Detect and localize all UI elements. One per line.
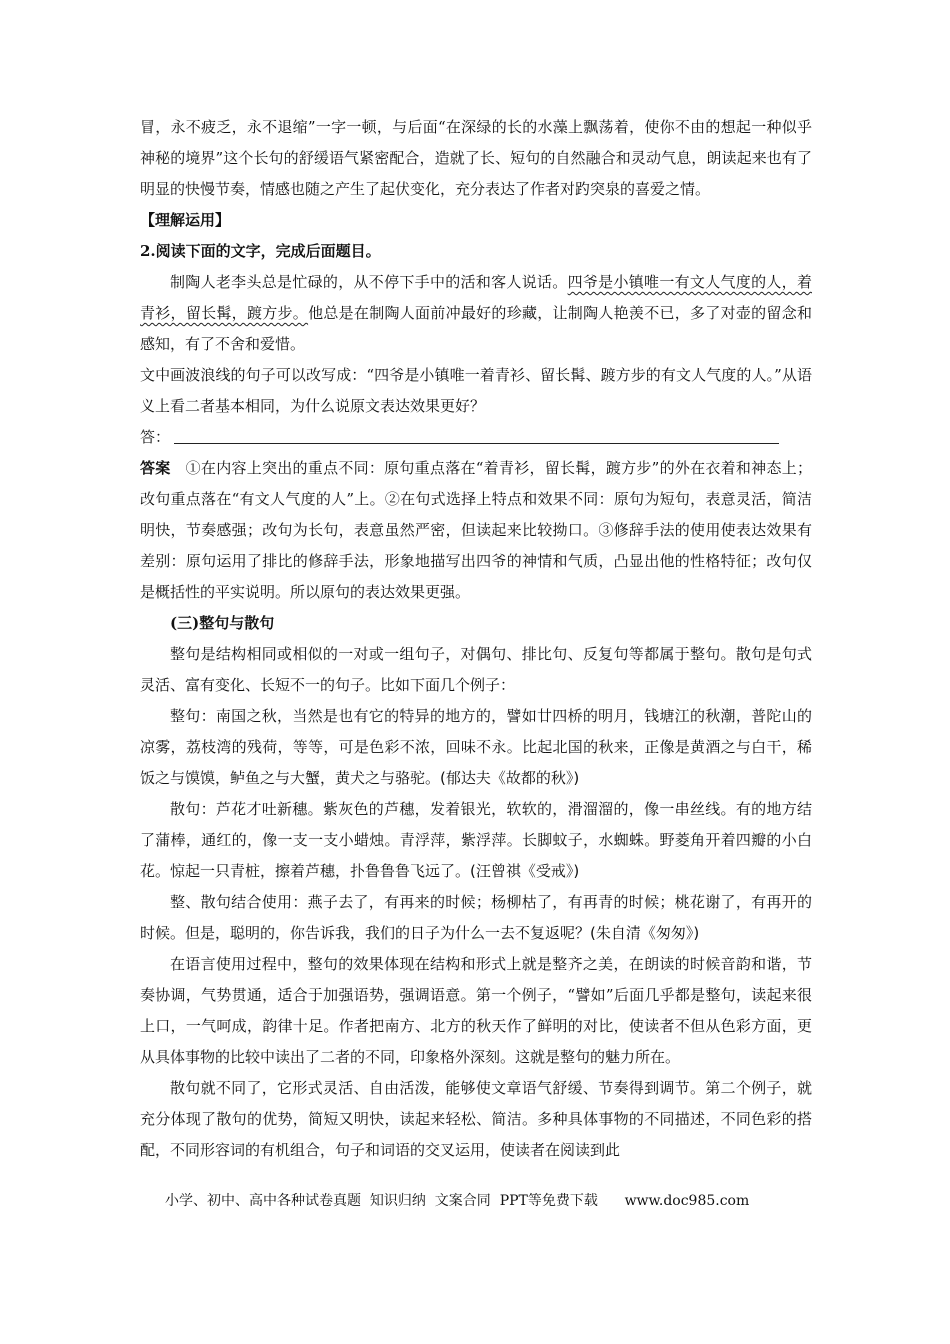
question-prompt: 2.阅读下面的文字，完成后面题目。 [140, 242, 381, 260]
example-parallel: 整句：南国之秋，当然是也有它的特异的地方的，譬如廿四桥的明月，钱塘江的秋潮，普陀山的凉雾，荔枝湾的残荷，等等，可是色彩不浓，回味不永。比起北国的秋来，正像是黄酒之与白干，稀饭之与馍馍，鲈鱼之与大蟹，黄犬之与骆驼。(郁达夫《故都的秋》) [140, 707, 812, 787]
answer-key [140, 453, 812, 608]
answer-row [140, 422, 812, 453]
passage-wavy-sentence: 四爷是小镇唯一有文人气度的人，着青衫，留长髯，踱方步。 [140, 273, 812, 322]
analysis-paragraph-1: 在语言使用过程中，整句的效果体现在结构和形式上就是整齐之美，在朗读的时候音韵和谐，节奏协调，气势贯通，适合于加强语势，强调语意。第一个例子，“譬如”后面几乎都是整句，读起来很上口，一气呵成，韵律十足。作者把南方、北方的秋天作了鲜明的对比，使读者不但从色彩方面，更从具体事物的比较中读出了二者的不同，印象格外深刻。这就是整句的魅力所在。 [140, 955, 812, 1066]
analysis-paragraph-2: 散句就不同了，它形式灵活、自由活泼，能够使文章语气舒缓、节奏得到调节。第二个例子，就充分体现了散句的优势，简短又明快，读起来轻松、简洁。多种具体事物的不同描述，不同色彩的搭配，不同形容词的有机组合，句子和词语的交叉运用，使读者在阅读到此 [140, 1079, 812, 1159]
answer-blank-line[interactable] [174, 433, 779, 444]
passage-after: 他总是在制陶人面前冲最好的珍藏，让制陶人艳羡不已，多了对壶的留念和感知，有了不舍和爱惜。 [140, 304, 812, 353]
page-footer: 小学、初中、高中各种试卷真题 知识归纳 文案合同 PPT等免费下载 www.doc985.com [165, 1193, 750, 1209]
answer-key-text: ①在内容上突出的重点不同：原句重点落在“着青衫，留长髯，踱方步”的外在衣着和神态上；改句重点落在“有文人气度的人”上。②在句式选择上特点和效果不同：原句为短句，表意灵活，简洁明快，节奏感强；改句为长句，表意虽然严密，但读起来比较拗口。③修辞手法的使用使表达效果有差别：原句运用了排比的修辞手法，形象地描写出四爷的神情和气质，凸显出他的性格特征；改句仅是概括性的平实说明。所以原句的表达效果更强。 [140, 459, 812, 601]
intro-paragraph: 冒，永不疲乏，永不退缩”一字一顿，与后面“在深绿的长的水藻上飘荡着，使你不由的想起一种似乎神秘的境界”这个长句的舒缓语气紧密配合，造就了长、短句的自然融合和灵动气息，朗读起来也有了明显的快慢节奏，情感也随之产生了起伏变化，充分表达了作者对趵突泉的喜爱之情。 [140, 118, 812, 198]
rewrite-prompt: 文中画波浪线的句子可以改写成：“四爷是小镇唯一着青衫、留长髯、踱方步的有文人气度的人。”从语义上看二者基本相同，为什么说原文表达效果更好？ [140, 366, 812, 415]
passage-before: 制陶人老李头总是忙碌的，从不停下手中的活和客人说话。 [170, 273, 568, 291]
answer-key-label: 答案 [140, 459, 171, 477]
example-combined: 整、散句结合使用：燕子去了，有再来的时候；杨柳枯了，有再青的时候；桃花谢了，有再开的时候。但是，聪明的，你告诉我，我们的日子为什么一去不复返呢？(朱自清《匆匆》) [140, 893, 812, 942]
definition-paragraph: 整句是结构相同或相似的一对或一组句子，对偶句、排比句、反复句等都属于整句。散句是句式灵活、富有变化、长短不一的句子。比如下面几个例子： [140, 645, 812, 694]
document-body [140, 112, 812, 1166]
section-heading-3: (三)整句与散句 [170, 614, 275, 632]
section-heading-understand: 【理解运用】 [140, 211, 231, 229]
example-loose: 散句：芦花才吐新穗。紫灰色的芦穗，发着银光，软软的，滑溜溜的，像一串丝线。有的地方结了蒲棒，通红的，像一支一支小蜡烛。青浮萍，紫浮萍。长脚蚊子，水蜘蛛。野菱角开着四瓣的小白花。惊起一只青桩，擦着芦穗，扑鲁鲁鲁飞远了。(汪曾祺《受戒》) [140, 800, 812, 880]
reading-passage [140, 267, 812, 360]
answer-label: 答： [140, 428, 171, 446]
